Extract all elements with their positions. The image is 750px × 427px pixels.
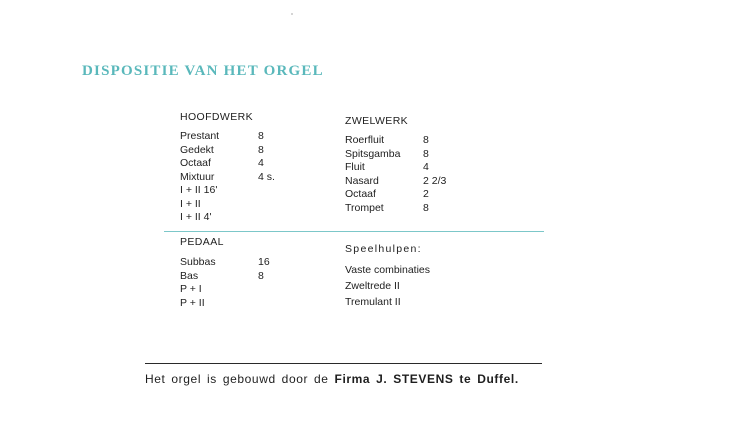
stop-name: Roerfluit	[345, 134, 385, 146]
footer-rule	[145, 363, 542, 364]
zwelwerk-heading: ZWELWERK	[345, 115, 409, 127]
stop-name: Bas	[180, 269, 199, 282]
stop-name: Nasard	[345, 174, 379, 187]
stop-value: 8	[423, 134, 429, 146]
stop-value: 8	[258, 269, 264, 282]
hoofdwerk-heading: HOOFDWERK	[180, 111, 254, 123]
stop-value: 4	[423, 161, 429, 173]
stop-name: I + II	[180, 197, 201, 210]
stop-value: 2 2/3	[423, 174, 447, 187]
stop-name: Prestant	[180, 130, 220, 142]
stop-name: I + II 4'	[180, 211, 212, 223]
stop-name: Gedekt	[180, 143, 214, 156]
speelhulpen-heading: Speelhulpen:	[345, 243, 422, 255]
stop-value: 2	[423, 188, 429, 200]
stop-value: 8	[258, 143, 264, 156]
section-divider	[164, 231, 544, 232]
stop-name: Octaaf	[180, 157, 211, 169]
footer	[145, 372, 519, 386]
stop-value: 4	[258, 157, 264, 169]
stop-name: Trompet	[345, 201, 384, 214]
stop-value: 8	[423, 147, 429, 160]
stop-name: Subbas	[180, 256, 216, 268]
stop-value: 4 s.	[258, 170, 275, 183]
paper-speck	[291, 13, 293, 15]
stop-name: Spitsgamba	[345, 147, 401, 160]
footer-text: Het orgel is gebouwd door de	[145, 372, 329, 386]
stop-name: Fluit	[345, 161, 365, 173]
stop-name: P + I	[180, 283, 202, 295]
stop-value: 16	[258, 256, 270, 268]
stop-value: 8	[258, 130, 264, 142]
speelhulp-item: Tremulant II	[345, 296, 401, 308]
stop-name: P + II	[180, 296, 205, 309]
speelhulpen-list	[345, 262, 430, 310]
stop-value: 8	[423, 201, 429, 214]
speelhulp-item: Zweltrede II	[345, 280, 400, 292]
footer-firm: Firma J. STEVENS te Duffel.	[334, 372, 519, 386]
speelhulp-item: Vaste combinaties	[345, 264, 431, 276]
page-title: DISPOSITIE VAN HET ORGEL	[82, 63, 324, 79]
stop-name: Octaaf	[345, 188, 376, 200]
stop-name: I + II 16'	[180, 184, 218, 196]
pedaal-heading: PEDAAL	[180, 236, 224, 248]
stop-name: Mixtuur	[180, 170, 215, 183]
